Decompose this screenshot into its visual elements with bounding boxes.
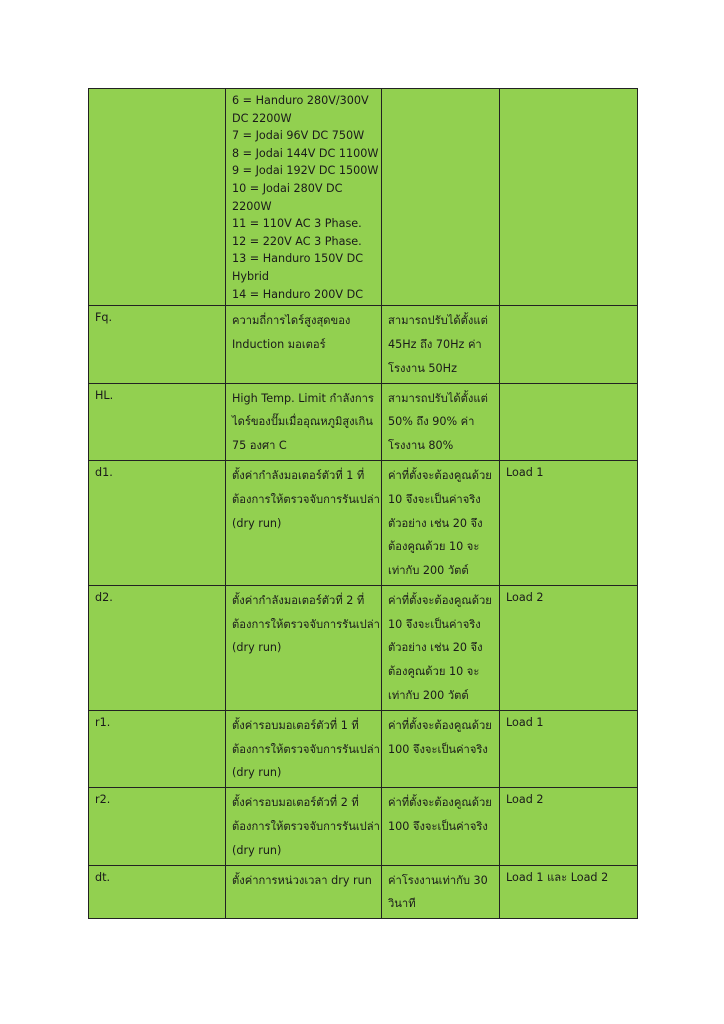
- note-line: 10 จึงจะเป็นค่าจริง: [388, 617, 481, 631]
- param-description: [226, 585, 382, 710]
- description-line: 2200W: [232, 199, 272, 213]
- param-description: [226, 383, 382, 460]
- description-line: 12 = 220V AC 3 Phase.: [232, 234, 362, 248]
- param-load: Load 2: [500, 585, 638, 710]
- description-line: (dry run): [232, 843, 282, 857]
- note-line: ค่าที่ตั้งจะต้องคูณด้วย: [388, 468, 492, 482]
- description-line: High Temp. Limit กำลังการ: [232, 391, 374, 405]
- description-line: ต้องการให้ตรวจจับการรันเปล่า: [232, 820, 380, 834]
- param-note: [382, 788, 500, 865]
- param-code: d1.: [89, 460, 226, 585]
- description-line: 9 = Jodai 192V DC 1500W: [232, 164, 379, 178]
- description-line: ตั้งค่ารอบมอเตอร์ตัวที่ 1 ที่: [232, 718, 359, 732]
- description-line: DC 2200W: [232, 111, 292, 125]
- param-load: [500, 89, 638, 306]
- table-row: [89, 306, 638, 383]
- param-note: [382, 585, 500, 710]
- note-line: สามารถปรับได้ตั้งแต่: [388, 314, 488, 328]
- description-line: ไดร์ของปั๊มเมื่ออุณหภูมิสูงเกิน: [232, 415, 373, 429]
- description-line: (dry run): [232, 766, 282, 780]
- description-line: ต้องการให้ตรวจจับการรันเปล่า: [232, 617, 380, 631]
- note-line: 100 จึงจะเป็นค่าจริง: [388, 820, 488, 834]
- note-line: โรงงาน 80%: [388, 439, 454, 453]
- param-description: [226, 306, 382, 383]
- note-line: เท่ากับ 200 วัตต์: [388, 564, 469, 578]
- param-note: [382, 460, 500, 585]
- param-code: HL.: [89, 383, 226, 460]
- table-row: [89, 383, 638, 460]
- table-row: [89, 710, 638, 787]
- note-line: 50% ถึง 90% ค่า: [388, 415, 475, 429]
- param-description: [226, 460, 382, 585]
- description-line: 8 = Jodai 144V DC 1100W: [232, 146, 379, 160]
- description-line: Induction มอเตอร์: [232, 337, 326, 351]
- param-code: r1.: [89, 710, 226, 787]
- param-code: Fq.: [89, 306, 226, 383]
- param-code: d2.: [89, 585, 226, 710]
- description-line: 7 = Jodai 96V DC 750W: [232, 129, 365, 143]
- note-line: ค่าที่ตั้งจะต้องคูณด้วย: [388, 593, 492, 607]
- description-line: ตั้งค่ากำลังมอเตอร์ตัวที่ 1 ที่: [232, 468, 365, 482]
- description-line: (dry run): [232, 516, 282, 530]
- note-line: 10 จึงจะเป็นค่าจริง: [388, 492, 481, 506]
- param-note: [382, 383, 500, 460]
- param-description: [226, 865, 382, 919]
- note-line: 100 จึงจะเป็นค่าจริง: [388, 742, 488, 756]
- note-line: 45Hz ถึง 70Hz ค่า: [388, 337, 482, 351]
- description-line: ตั้งค่ากำลังมอเตอร์ตัวที่ 2 ที่: [232, 593, 365, 607]
- table-row: [89, 585, 638, 710]
- table-row: [89, 865, 638, 919]
- param-description: [226, 710, 382, 787]
- param-note: [382, 865, 500, 919]
- param-note: [382, 89, 500, 306]
- description-line: ต้องการให้ตรวจจับการรันเปล่า: [232, 492, 380, 506]
- param-load: Load 2: [500, 788, 638, 865]
- table-row: [89, 460, 638, 585]
- parameter-table: [88, 88, 638, 919]
- param-note: [382, 710, 500, 787]
- note-line: ค่าโรงงานเท่ากับ 30: [388, 873, 488, 887]
- note-line: ต้องคูณด้วย 10 จะ: [388, 665, 480, 679]
- param-load: Load 1: [500, 460, 638, 585]
- note-line: ตัวอย่าง เช่น 20 จึง: [388, 516, 483, 530]
- description-line: 11 = 110V AC 3 Phase.: [232, 217, 362, 231]
- description-line: 75 องศา C: [232, 439, 287, 453]
- param-description: [226, 89, 382, 306]
- note-line: ค่าที่ตั้งจะต้องคูณด้วย: [388, 796, 492, 810]
- param-load: [500, 383, 638, 460]
- description-line: ต้องการให้ตรวจจับการรันเปล่า: [232, 742, 380, 756]
- description-line: 14 = Handuro 200V DC: [232, 287, 364, 301]
- param-load: Load 1 และ Load 2: [500, 865, 638, 919]
- note-line: สามารถปรับได้ตั้งแต่: [388, 391, 488, 405]
- table-row: [89, 788, 638, 865]
- table-row: [89, 89, 638, 306]
- note-line: เท่ากับ 200 วัตต์: [388, 689, 469, 703]
- param-note: [382, 306, 500, 383]
- note-line: โรงงาน 50Hz: [388, 361, 457, 375]
- note-line: ค่าที่ตั้งจะต้องคูณด้วย: [388, 718, 492, 732]
- param-code: dt.: [89, 865, 226, 919]
- param-load: Load 1: [500, 710, 638, 787]
- note-line: ต้องคูณด้วย 10 จะ: [388, 540, 480, 554]
- param-code: r2.: [89, 788, 226, 865]
- description-line: 6 = Handuro 280V/300V: [232, 94, 369, 107]
- description-line: 13 = Handuro 150V DC: [232, 252, 364, 266]
- param-load: [500, 306, 638, 383]
- description-line: ตั้งค่ารอบมอเตอร์ตัวที่ 2 ที่: [232, 796, 359, 810]
- description-line: ความถี่การไดร์สูงสุดของ: [232, 314, 351, 328]
- description-line: ตั้งค่าการหน่วงเวลา dry run: [232, 873, 372, 887]
- description-line: (dry run): [232, 641, 282, 655]
- param-description: [226, 788, 382, 865]
- note-line: วินาที: [388, 897, 416, 911]
- description-line: Hybrid: [232, 269, 269, 283]
- param-code: [89, 89, 226, 306]
- note-line: ตัวอย่าง เช่น 20 จึง: [388, 641, 483, 655]
- description-line: 10 = Jodai 280V DC: [232, 181, 343, 195]
